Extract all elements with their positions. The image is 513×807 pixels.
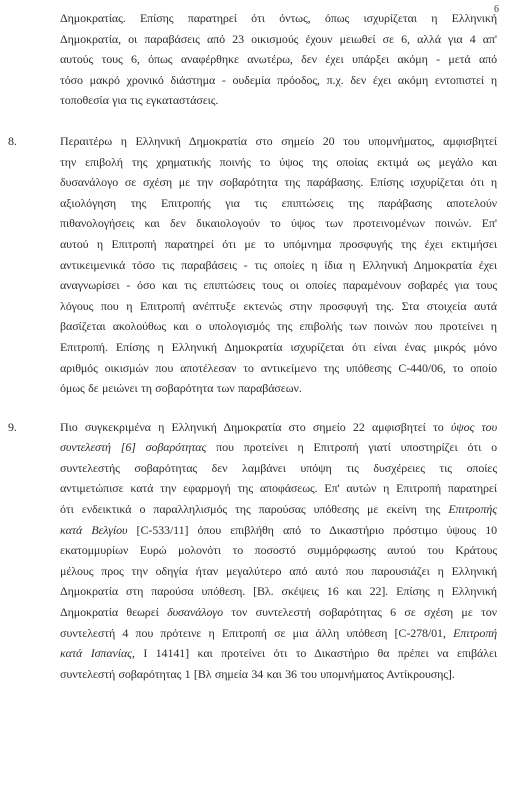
text-line: αυτού η Επιτροπή παρατηρεί ότι με το υπόμνημα προσφυγής της έχει εκτιμήσει bbox=[60, 236, 497, 251]
text-line: Δημοκρατία, οι παραβάσεις από 23 οικισμούς έχουν μειωθεί σε 6, αλλά για 4 απ' bbox=[60, 31, 497, 46]
text-line: την επιβολή της χρηματικής ποινής το ύψος της οποίας εκτιμά ως μεγάλο και bbox=[60, 154, 497, 169]
case-name-text: Επιτροπής bbox=[448, 502, 497, 517]
text-run: Πιο συγκεκριμένα η Ελληνική Δημοκρατία στο σημείο 22 αμφισβητεί το bbox=[60, 419, 451, 434]
text-line: τοποθεσία για τις εγκαταστάσεις. bbox=[60, 93, 219, 108]
text-run: [C-533/11] όπου επιβλήθη από το Δικαστήριο πρόστιμο ύψους 10 bbox=[127, 522, 497, 537]
case-name-text: κατά Ισπανίας bbox=[60, 646, 132, 661]
paragraph-8 bbox=[0, 131, 513, 399]
paragraph-9 bbox=[0, 417, 513, 685]
text-line bbox=[60, 643, 497, 664]
text-line: δυσανάλογο σε σχέση με την σοβαρότητα της παράβασης. Επίσης ισχυρίζεται ότι η bbox=[60, 175, 497, 190]
text-line: όμως δε μειώνει τη σοβαρότητα των παραβάσεων. bbox=[60, 381, 302, 396]
emphasis-text: δυσανάλογο bbox=[167, 605, 223, 620]
text-run: τον συντελεστή σοβαρότητας 6 σε σχέση με τον bbox=[222, 605, 497, 620]
paragraph-continuation bbox=[0, 8, 513, 111]
text-line: τόσο μακρό χρονικό διάστημα - ουδεμία πρόοδος, π.χ. δεν έχει ακόμη εντοπιστεί η bbox=[60, 72, 497, 87]
text-line: λόγους που η Επιτροπή ανέπτυξε εκτενώς στην προσφυγή της. Στα στοιχεία αυτά bbox=[60, 298, 497, 313]
text-run: Δημοκρατία θεωρεί bbox=[60, 605, 168, 620]
case-name-text: Επιτροπή bbox=[453, 625, 497, 640]
emphasis-text: συντελεστή [6] σοβαρότητας bbox=[60, 440, 207, 455]
text-line: συντελεστή σοβαρότητας 1 [Βλ σημεία 34 και 36 του υπομνήματος Αντίκρουσης]. bbox=[60, 666, 455, 681]
text-line: Δημοκρατίας. Επίσης παρατηρεί ότι όντως, όπως ισχυρίζεται η Ελληνική bbox=[60, 11, 497, 25]
text-line: αντικειμενικά τόσο τις παραβάσεις - τις οποίες η ίδια η Ελληνική Δημοκρατία έχει bbox=[60, 257, 497, 272]
page-number: 6 bbox=[494, 4, 499, 15]
text-line: αριθμός οικισμών που αποτέλεσαν το αντικείμενο της υπόθεσης C-440/06, το οποίο bbox=[60, 360, 497, 375]
text-line: αυτούς τους 6, όπως αναφέρθηκε ανωτέρω, δεν έχει υπάρξει ακόμη - μετά από bbox=[60, 52, 497, 67]
text-run: ότι ενδεικτικά ο παραλληλισμός της παρούσας υπόθεσης με εκείνη της bbox=[60, 502, 449, 517]
text-line bbox=[60, 437, 497, 458]
text-line: βασίζεται ακολούθως και ο υπολογισμός της επιβολής των ποινών που προτείνει η bbox=[60, 319, 497, 334]
paragraph-number: 9. bbox=[8, 419, 17, 434]
text-line: πιθανολογήσεις και δεν δικαιολογούν το ύψος των προτεινομένων ποινών. Επ' bbox=[60, 216, 497, 231]
text-line: αντιμετώπισε κατά την εφαρμογή της αποφάσεως. Επ' αυτών η Επιτροπή παρατηρεί bbox=[60, 481, 497, 496]
text-line: αναγνωρίσει - όσο και τις επιπτώσεις τους οι οποίες παραμένουν σοβαρές για τους bbox=[60, 278, 497, 293]
text-line: εκατομμυρίων Ευρώ μολονότι το ποσοστό συμμόρφωσης αυτού του Κράτους bbox=[60, 543, 497, 558]
text-line: Δημοκρατία στη παρούσα υπόθεση. [Βλ. σκέψεις 16 και 22]. Επίσης η Ελληνική bbox=[60, 584, 497, 599]
emphasis-text: ύψος του bbox=[450, 419, 497, 434]
case-name-text: κατά Βελγίου bbox=[60, 522, 128, 537]
text-line: συντελεστής σοβαρότητας δεν λαμβάνει υπόψη τις δυσχέρειες τις οποίες bbox=[60, 460, 497, 475]
paragraph-number: 8. bbox=[8, 133, 17, 148]
text-run: , I 14141] και προτείνει ότι το Δικαστήριο θα πρέπει να επιβάλει bbox=[131, 646, 498, 661]
text-run: που προτείνει η Επιτροπή γιατί υποστηρίζει ότι ο bbox=[206, 440, 497, 455]
text-line: μέλους προς την οδηγία ήταν μεγαλύτερο από αυτό που παρουσιάζει η Ελληνική bbox=[60, 563, 497, 578]
text-line: αξιολόγηση της Επιτροπής για τις επιπτώσεις της παράβασης αποτελούν bbox=[60, 195, 497, 210]
text-run: συντελεστή 4 που πρότεινε η Επιτροπή σε μια άλλη υπόθεση [C-278/01, bbox=[60, 625, 454, 640]
text-line bbox=[60, 602, 497, 623]
text-line bbox=[60, 520, 497, 541]
text-line: Περαιτέρω η Ελληνική Δημοκρατία στο σημείο 20 του υπομνήματος, αμφισβητεί bbox=[60, 133, 497, 148]
text-line bbox=[60, 623, 497, 644]
text-line: Επιτροπή. Επίσης η Ελληνική Δημοκρατία ισχυρίζεται ότι είναι ένας μικρός μόνο bbox=[60, 339, 497, 354]
text-line bbox=[60, 499, 497, 520]
text-line bbox=[60, 417, 497, 438]
